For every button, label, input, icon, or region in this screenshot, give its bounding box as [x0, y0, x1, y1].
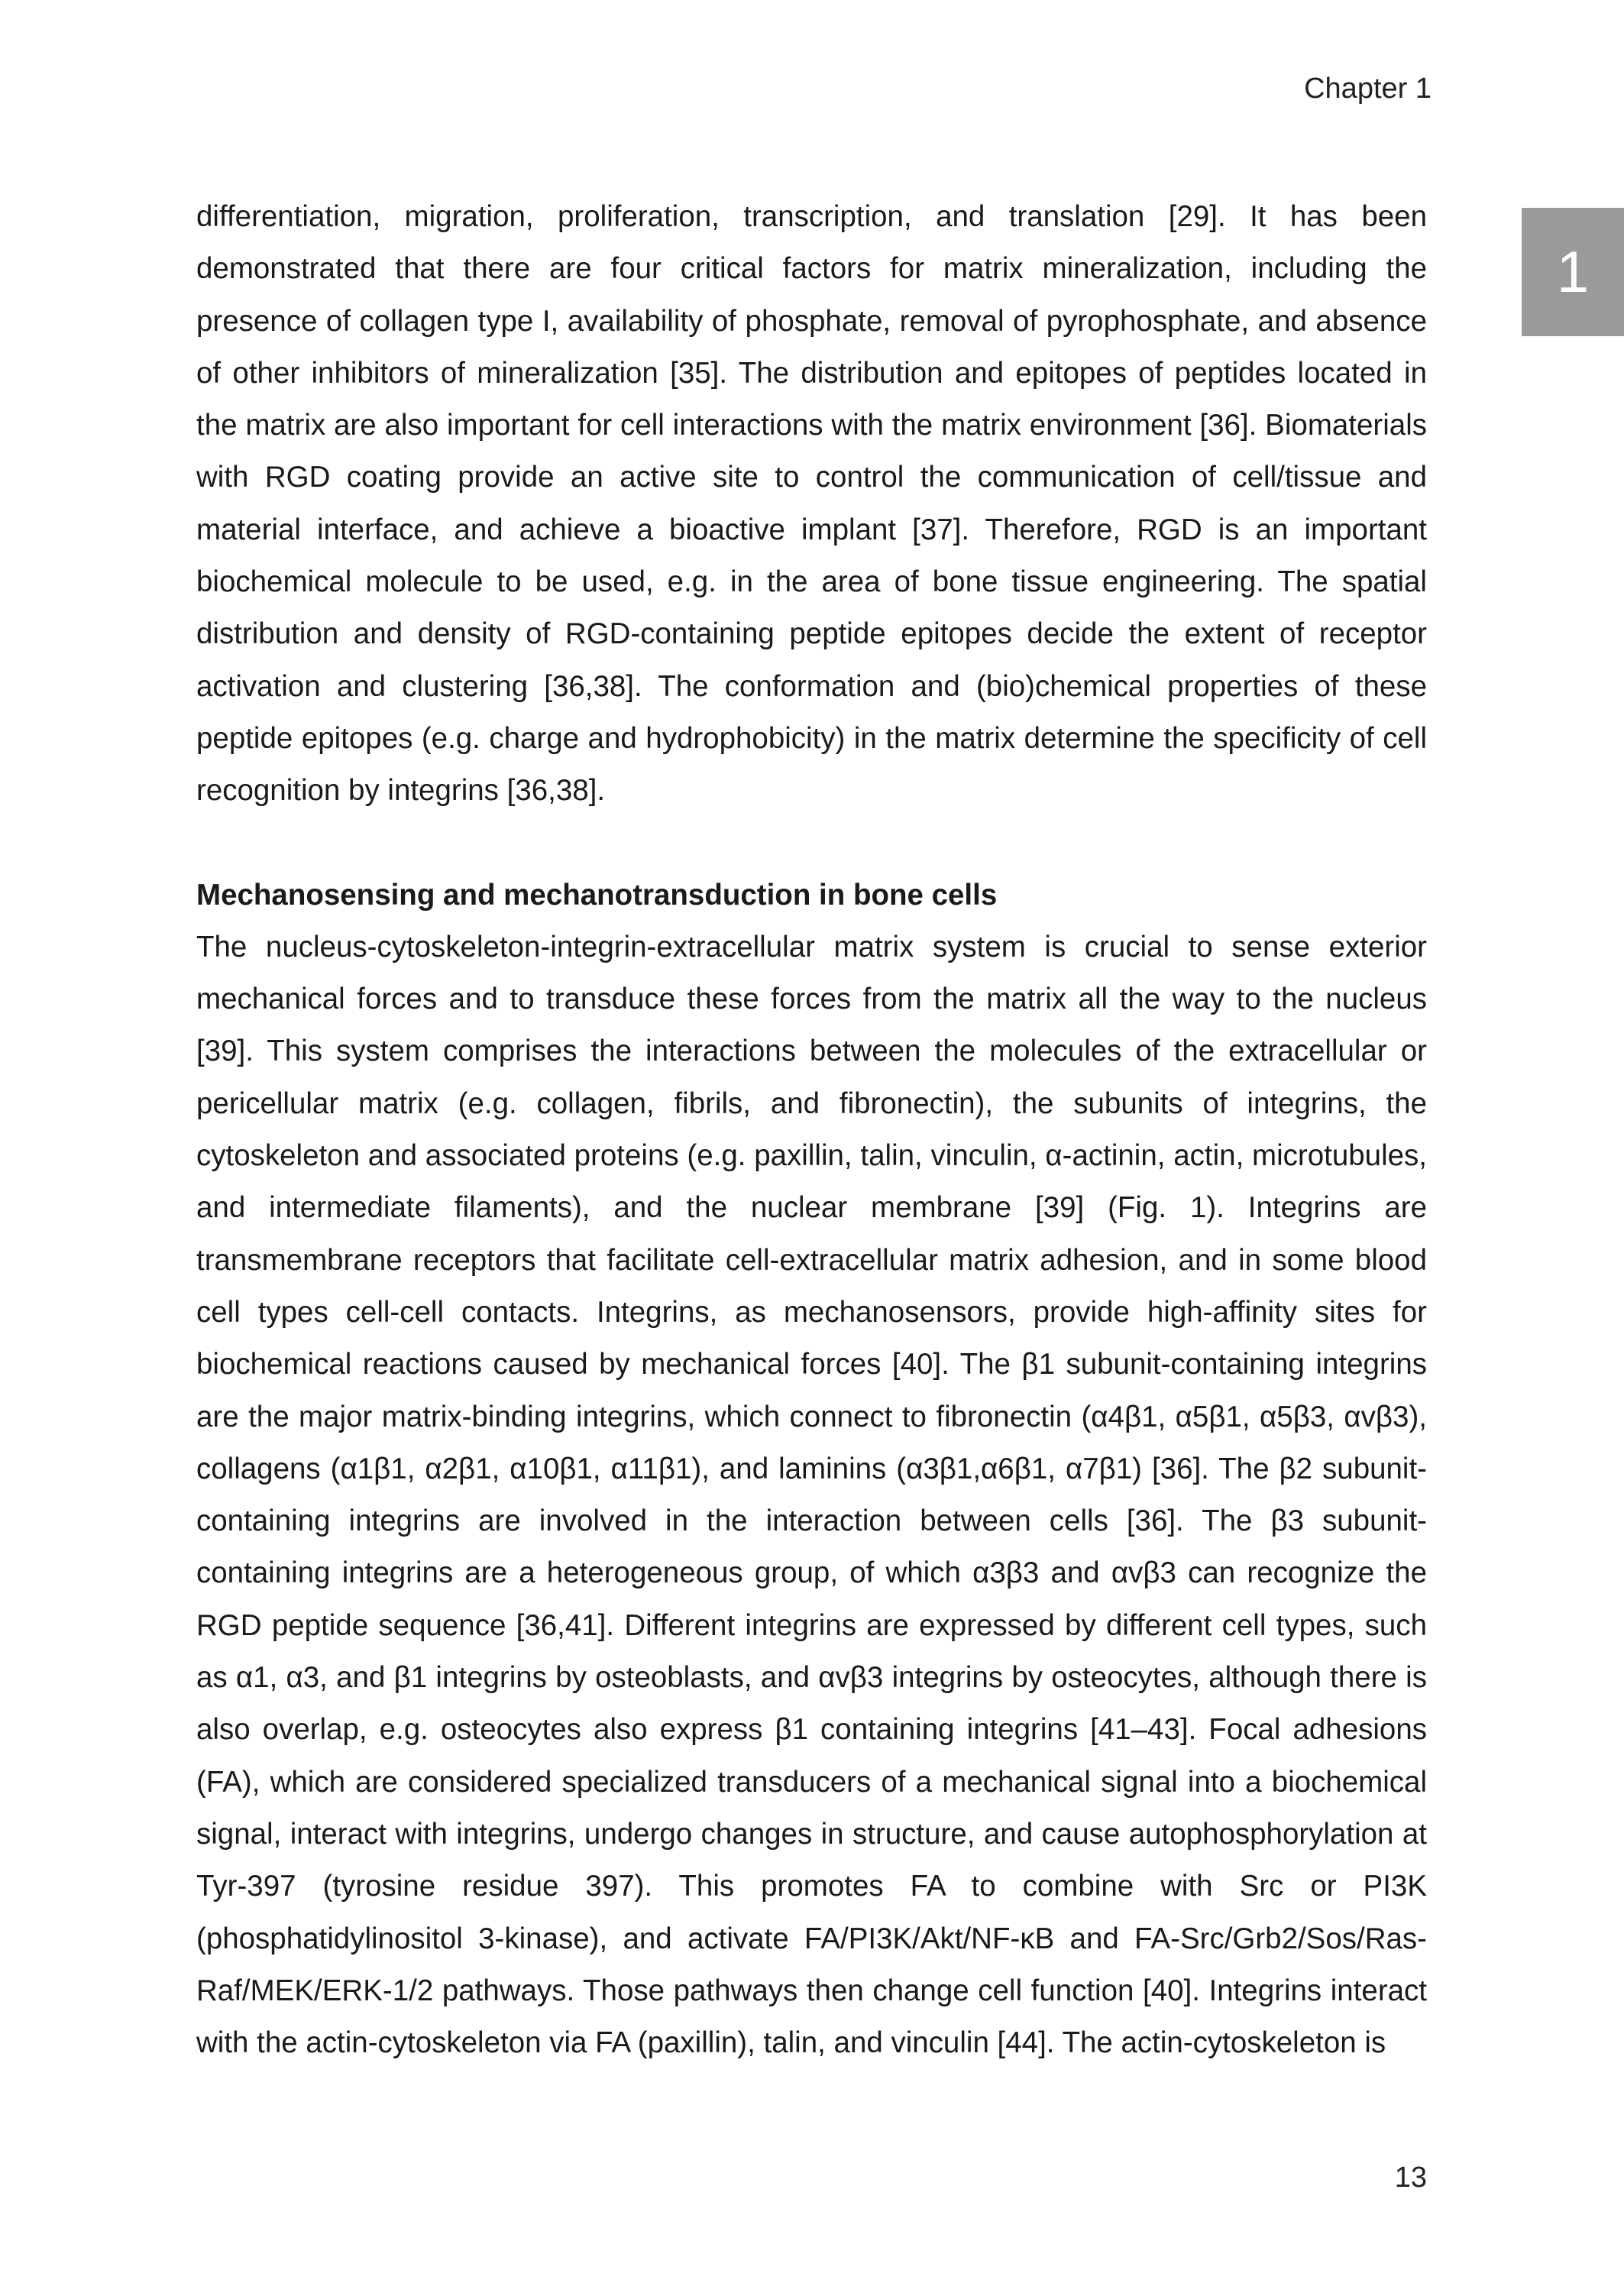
section-heading: Mechanosensing and mechanotransduction in bone cells	[196, 878, 998, 912]
running-head: Chapter 1	[1304, 73, 1432, 105]
page-number: 13	[1394, 2162, 1427, 2194]
paragraph: The nucleus-cytoskeleton-integrin-extracellular matrix system is crucial to sense exterior mechanical forces and to transduce these forces from the matrix all the way to the nucleus [39]. This system comprises the interactions between the molecules of the extracellular or pericellular matrix (e.g. collagen, fibrils, and fibronectin), the subunits of integrins, the cytoskeleton and associated proteins (e.g. paxillin, talin, vinculin, α-actinin, actin, microtubules, and intermediate filaments), and the nuclear membrane [39] (Fig. 1). Integrins are transmembrane receptors that facilitate cell-extracellular matrix adhesion, and in some blood cell types cell-cell contacts. Integrins, as mechanosensors, provide high-affinity sites for biochemical reactions caused by mechanical forces [40]. The β1 subunit-containing integrins are the major matrix-binding integrins, which connect to fibronectin (α4β1, α5β1, α5β3, αvβ3), collagens (α1β1, α2β1, α10β1, α11β1), and laminins (α3β1,α6β1, α7β1) [36]. The β2 subunit-containing integrins are involved in the interaction between cells [36]. The β3 subunit-containing integrins are a heterogeneous group, of which α3β3 and αvβ3 can recognize the RGD peptide sequence [36,41]. Different integrins are expressed by different cell types, such as α1, α3, and β1 integrins by osteoblasts, and αvβ3 integrins by osteocytes, although there is also overlap, e.g. osteocytes also express β1 containing integrins [41–43]. Focal adhesions (FA), which are considered specialized transducers of a mechanical signal into a biochemical signal, interact with integrins, undergo changes in structure, and cause autophosphorylation at Tyr-397 (tyrosine residue 397). This promotes FA to combine with Src or PI3K (phosphatidylinositol 3-kinase), and activate FA/PI3K/Akt/NF-κB and FA-Src/Grb2/Sos/Ras-Raf/MEK/ERK-1/2 pathways. Those pathways then change cell function [40]. Integrins interact with the actin-cytoskeleton via FA (paxillin), talin, and vinculin [44]. The actin-cytoskeleton is	[196, 930, 1427, 2060]
paragraph: differentiation, migration, proliferation, transcription, and translation [29]. It has been demonstrated that there are four critical factors for matrix mineralization, including the presence of collagen type I, availability of phosphate, removal of pyrophosphate, and absence of other inhibitors of mineralization [35]. The distribution and epitopes of peptides located in the matrix are also important for cell interactions with the matrix environment [36]. Biomaterials with RGD coating provide an active site to control the communication of cell/tissue and material interface, and achieve a bioactive implant [37]. Therefore, RGD is an important biochemical molecule to be used, e.g. in the area of bone tissue engineering. The spatial distribution and density of RGD-containing peptide epitopes decide the extent of receptor activation and clustering [36,38]. The conformation and (bio)chemical properties of these peptide epitopes (e.g. charge and hydrophobicity) in the matrix determine the specificity of cell recognition by integrins [36,38].	[196, 200, 1427, 808]
chapter-tab-number: 1	[1556, 239, 1590, 305]
chapter-tab	[1522, 208, 1624, 336]
body-text	[196, 191, 1427, 2069]
